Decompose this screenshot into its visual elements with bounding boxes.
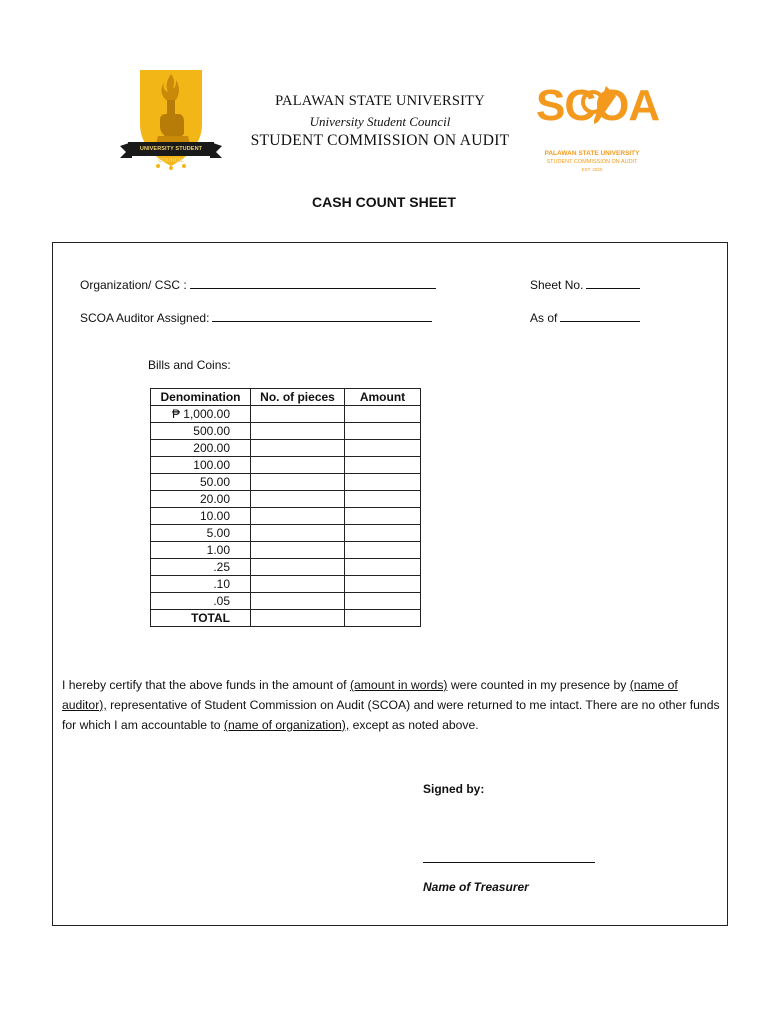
table-row [151, 440, 421, 457]
amount-cell[interactable] [345, 423, 421, 440]
pieces-cell[interactable] [251, 508, 345, 525]
total-amount-cell[interactable] [345, 610, 421, 627]
signed-by-label: Signed by: [423, 782, 485, 796]
table-row [151, 474, 421, 491]
usc-logo-banner-text: UNIVERSITY STUDENT COUNCIL [139, 146, 203, 164]
auditor-label: SCOA Auditor Assigned: [80, 311, 210, 325]
sheet-no-label: Sheet No. [530, 278, 584, 292]
bills-and-coins-label: Bills and Coins: [148, 358, 231, 372]
auditor-blank[interactable] [212, 311, 432, 322]
scoa-logo-subtitle-2: STUDENT COMMISSION ON AUDIT [546, 159, 638, 165]
denomination-cell: .05 [151, 593, 251, 610]
pieces-cell[interactable] [251, 559, 345, 576]
amount-cell[interactable] [345, 559, 421, 576]
amount-cell[interactable] [345, 525, 421, 542]
sheet-no-field [530, 278, 640, 292]
table-row [151, 491, 421, 508]
as-of-blank[interactable] [560, 311, 640, 322]
denomination-cell: 200.00 [151, 440, 251, 457]
amount-cell[interactable] [345, 576, 421, 593]
pieces-cell[interactable] [251, 525, 345, 542]
cert-part-3: representative of Student Commission on Audit (SCOA) and were returned to me intact. There are no other funds for which I am accountable to [62, 698, 720, 732]
cert-part-1: I hereby certify that the above funds in the amount of [62, 678, 350, 692]
amount-cell[interactable] [345, 491, 421, 508]
denomination-table [150, 388, 421, 627]
pieces-cell[interactable] [251, 440, 345, 457]
denomination-cell: .25 [151, 559, 251, 576]
pieces-cell[interactable] [251, 457, 345, 474]
organization-field [80, 278, 436, 292]
amount-cell[interactable] [345, 508, 421, 525]
scoa-logo-subtitle-3: EST. 2020 [581, 167, 603, 172]
amount-cell[interactable] [345, 542, 421, 559]
denomination-cell: 500.00 [151, 423, 251, 440]
amount-cell[interactable] [345, 593, 421, 610]
cert-part-2: were counted in my presence by [447, 678, 630, 692]
denomination-cell: 100.00 [151, 457, 251, 474]
pieces-cell[interactable] [251, 593, 345, 610]
organization-label: Organization/ CSC : [80, 278, 187, 292]
table-row [151, 457, 421, 474]
auditor-name-blank: (name of auditor), [62, 678, 678, 712]
amount-in-words-blank: (amount in words) [349, 678, 448, 692]
pieces-cell[interactable] [251, 491, 345, 508]
header-amount: Amount [345, 389, 421, 406]
denomination-cell: 10.00 [151, 508, 251, 525]
denomination-cell: 50.00 [151, 474, 251, 491]
organization-name-blank: (name of organization), [223, 718, 350, 732]
amount-cell[interactable] [345, 474, 421, 491]
denomination-cell: 5.00 [151, 525, 251, 542]
denomination-cell: .10 [151, 576, 251, 593]
treasurer-name-label: Name of Treasurer [423, 880, 529, 894]
usc-logo [118, 62, 224, 176]
table-row [151, 576, 421, 593]
pieces-cell[interactable] [251, 474, 345, 491]
scoa-logo-text: SCOA [536, 81, 660, 130]
header-pieces: No. of pieces [251, 389, 345, 406]
auditor-field [80, 311, 432, 325]
total-label: TOTAL [151, 610, 251, 627]
as-of-label: As of [530, 311, 558, 325]
amount-cell[interactable] [345, 406, 421, 423]
as-of-field [530, 311, 640, 325]
table-row [151, 559, 421, 576]
council-name: University Student Council [309, 114, 451, 129]
amount-cell[interactable] [345, 457, 421, 474]
denomination-cell: 1.00 [151, 542, 251, 559]
certification-text [62, 675, 722, 735]
pieces-cell[interactable] [251, 542, 345, 559]
table-row [151, 508, 421, 525]
university-name: PALAWAN STATE UNIVERSITY [275, 93, 485, 109]
table-row [151, 423, 421, 440]
table-row [151, 406, 421, 423]
scoa-logo-subtitle-1: PALAWAN STATE UNIVERSITY [544, 150, 640, 157]
organization-blank[interactable] [190, 278, 436, 289]
table-header-row [151, 389, 421, 406]
pieces-cell[interactable] [251, 423, 345, 440]
table-row [151, 542, 421, 559]
scoa-logo [536, 80, 660, 178]
pieces-cell[interactable] [251, 576, 345, 593]
denomination-cell: 20.00 [151, 491, 251, 508]
denomination-cell: ₱ 1,000.00 [151, 406, 251, 423]
pieces-cell[interactable] [251, 406, 345, 423]
document-title: CASH COUNT SHEET [312, 194, 456, 210]
signature-line[interactable] [423, 852, 595, 863]
header-denomination: Denomination [151, 389, 251, 406]
table-row [151, 593, 421, 610]
amount-cell[interactable] [345, 440, 421, 457]
total-row [151, 610, 421, 627]
sheet-no-blank[interactable] [586, 278, 640, 289]
commission-name: STUDENT COMMISSION ON AUDIT [250, 132, 510, 149]
table-row [151, 525, 421, 542]
cert-part-4: except as noted above. [349, 718, 479, 732]
total-pieces-cell[interactable] [251, 610, 345, 627]
